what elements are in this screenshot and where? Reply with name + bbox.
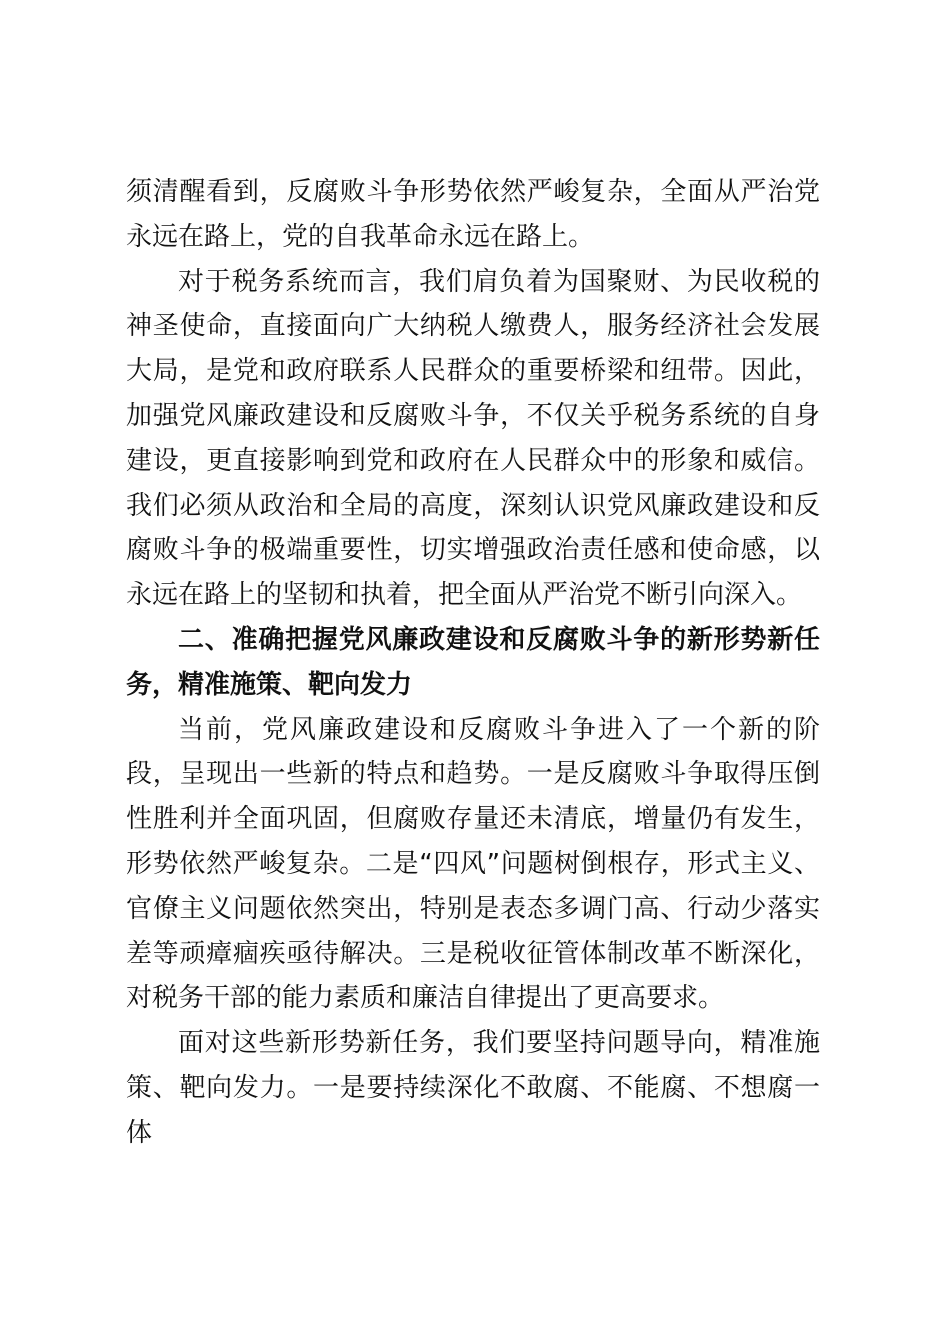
document-body (126, 170, 820, 1156)
paragraph-new-tasks: 面对这些新形势新任务，我们要坚持问题导向，精准施策、靶向发力。一是要持续深化不敢腐、不能腐、不想腐一体 (126, 1028, 820, 1148)
section-heading-two: 二、准确把握党风廉政建设和反腐败斗争的新形势新任务，精准施策、靶向发力 (126, 624, 820, 700)
paragraph-continuation: 须清醒看到，反腐败斗争形势依然严峻复杂，全面从严治党永远在路上，党的自我革命永远在路上。 (126, 177, 820, 252)
paragraph-tax-system: 对于税务系统而言，我们肩负着为国聚财、为民收税的神圣使命，直接面向广大纳税人缴费人，服务经济社会发展大局，是党和政府联系人民群众的重要桥梁和纽带。因此，加强党风廉政建设和反腐败斗争，不仅关乎税务系统的自身建设，更直接影响到党和政府在人民群众中的形象和威信。我们必须从政治和全局的高度，深刻认识党风廉政建设和反腐败斗争的极端重要性，切实增强政治责任感和使命感，以永远在路上的坚韧和执着，把全面从严治党不断引向深入。 (126, 266, 820, 611)
paragraph-current-situation: 当前，党风廉政建设和反腐败斗争进入了一个新的阶段，呈现出一些新的特点和趋势。一是反腐败斗争取得压倒性胜利并全面巩固，但腐败存量还未清底，增量仍有发生，形势依然严峻复杂。二是“四风”问题树倒根存，形式主义、官僚主义问题依然突出，特别是表态多调门高、行动少落实差等顽瘴痼疾亟待解决。三是税收征管体制改革不断深化，对税务干部的能力素质和廉洁自律提出了更高要求。 (126, 714, 820, 1014)
